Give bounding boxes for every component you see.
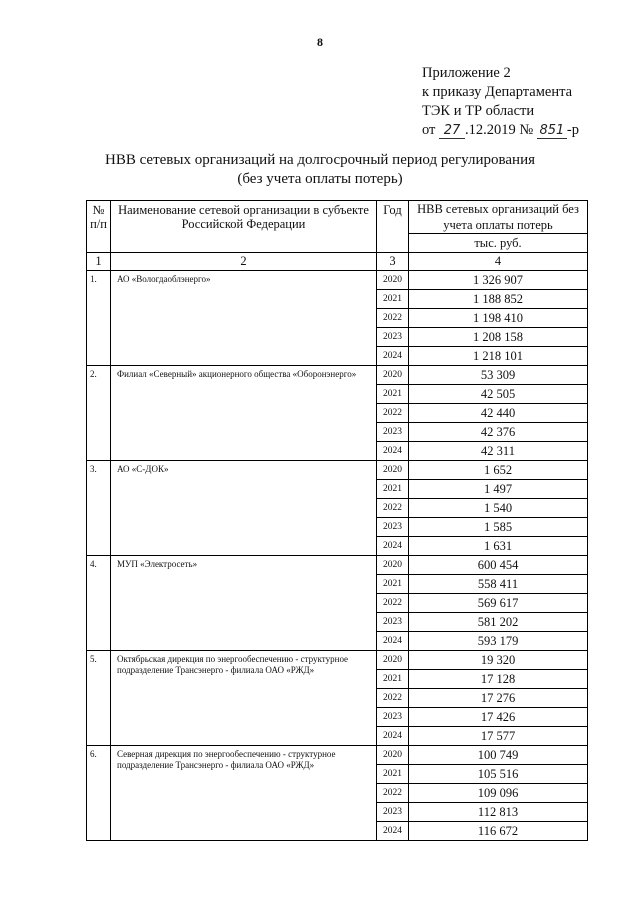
value-cell: 1 652 [409, 461, 588, 480]
year-cell: 2020 [377, 651, 409, 670]
year-cell: 2021 [377, 765, 409, 784]
row-index: 4. [87, 556, 111, 651]
value-cell: 42 440 [409, 404, 588, 423]
value-cell: 600 454 [409, 556, 588, 575]
table-row [87, 651, 588, 670]
value-cell: 593 179 [409, 632, 588, 651]
value-cell: 17 577 [409, 727, 588, 746]
row-index: 3. [87, 461, 111, 556]
year-cell: 2023 [377, 328, 409, 347]
year-cell: 2022 [377, 689, 409, 708]
appendix-line-1: Приложение 2 [422, 65, 511, 81]
title-line-2: (без учета оплаты потерь) [237, 171, 403, 187]
year-cell: 2020 [377, 556, 409, 575]
year-cell: 2020 [377, 461, 409, 480]
title-line-1: НВВ сетевых организаций на долгосрочный период регулирования [104, 152, 536, 168]
organization-name: Северная дирекция по энергообеспечению - структурное подразделение Трансэнерго - филиала ОАО «РЖД» [111, 746, 377, 841]
header-name: Наименование сетевой организации в субъекте Российской Федерации [111, 201, 377, 253]
appendix-block [422, 64, 622, 140]
year-cell: 2022 [377, 499, 409, 518]
column-number: 1 [87, 253, 111, 271]
table-body [87, 271, 588, 841]
table-row [87, 556, 588, 575]
table-row [87, 746, 588, 765]
column-number-row [87, 253, 588, 271]
header-no: № п/п [87, 201, 111, 253]
value-cell: 1 497 [409, 480, 588, 499]
header-row [87, 201, 588, 234]
year-cell: 2024 [377, 632, 409, 651]
year-cell: 2023 [377, 518, 409, 537]
handwritten-order-number: 851 [537, 124, 567, 139]
year-cell: 2022 [377, 594, 409, 613]
value-cell: 17 128 [409, 670, 588, 689]
order-suffix: -р [566, 122, 579, 138]
value-cell: 581 202 [409, 613, 588, 632]
appendix-line-2: к приказу Департамента [422, 84, 573, 100]
value-cell: 1 198 410 [409, 309, 588, 328]
header-nvv: НВВ сетевых организаций без учета оплаты потерь [409, 201, 588, 234]
value-cell: 1 188 852 [409, 290, 588, 309]
handwritten-day: 27 [439, 124, 465, 139]
nvv-table [86, 200, 588, 841]
year-cell: 2023 [377, 803, 409, 822]
date-prefix: от [422, 122, 436, 138]
value-cell: 112 813 [409, 803, 588, 822]
row-index: 2. [87, 366, 111, 461]
column-number: 2 [111, 253, 377, 271]
year-cell: 2023 [377, 613, 409, 632]
date-rest: .12.2019 № [465, 122, 534, 138]
year-cell: 2024 [377, 347, 409, 366]
organization-name: МУП «Электросеть» [111, 556, 377, 651]
header-unit: тыс. руб. [409, 234, 588, 253]
value-cell: 1 218 101 [409, 347, 588, 366]
value-cell: 1 631 [409, 537, 588, 556]
year-cell: 2020 [377, 366, 409, 385]
value-cell: 42 376 [409, 423, 588, 442]
value-cell: 1 208 158 [409, 328, 588, 347]
year-cell: 2021 [377, 575, 409, 594]
value-cell: 109 096 [409, 784, 588, 803]
value-cell: 42 311 [409, 442, 588, 461]
value-cell: 17 276 [409, 689, 588, 708]
organization-name: Филиал «Северный» акционерного общества «Оборонэнерго» [111, 366, 377, 461]
value-cell: 1 326 907 [409, 271, 588, 290]
table-row [87, 366, 588, 385]
organization-name: Октябрьская дирекция по энергообеспечению - структурное подразделение Трансэнерго - филиала ОАО «РЖД» [111, 651, 377, 746]
page-number: 8 [317, 35, 323, 49]
document-title [0, 151, 640, 189]
value-cell: 42 505 [409, 385, 588, 404]
year-cell: 2022 [377, 309, 409, 328]
year-cell: 2020 [377, 271, 409, 290]
year-cell: 2024 [377, 442, 409, 461]
year-cell: 2023 [377, 708, 409, 727]
year-cell: 2021 [377, 290, 409, 309]
value-cell: 116 672 [409, 822, 588, 841]
row-index: 6. [87, 746, 111, 841]
value-cell: 53 309 [409, 366, 588, 385]
appendix-date-line [422, 121, 622, 140]
year-cell: 2024 [377, 537, 409, 556]
column-number: 3 [377, 253, 409, 271]
organization-name: АО «Вологдаоблэнерго» [111, 271, 377, 366]
year-cell: 2022 [377, 784, 409, 803]
value-cell: 105 516 [409, 765, 588, 784]
row-index: 5. [87, 651, 111, 746]
value-cell: 569 617 [409, 594, 588, 613]
value-cell: 558 411 [409, 575, 588, 594]
year-cell: 2020 [377, 746, 409, 765]
value-cell: 17 426 [409, 708, 588, 727]
header-year: Год [377, 201, 409, 253]
year-cell: 2024 [377, 822, 409, 841]
year-cell: 2023 [377, 423, 409, 442]
year-cell: 2021 [377, 480, 409, 499]
value-cell: 1 540 [409, 499, 588, 518]
table-row [87, 271, 588, 290]
year-cell: 2022 [377, 404, 409, 423]
row-index: 1. [87, 271, 111, 366]
value-cell: 100 749 [409, 746, 588, 765]
year-cell: 2021 [377, 670, 409, 689]
year-cell: 2021 [377, 385, 409, 404]
year-cell: 2024 [377, 727, 409, 746]
value-cell: 1 585 [409, 518, 588, 537]
table-row [87, 461, 588, 480]
column-number: 4 [409, 253, 588, 271]
appendix-line-3: ТЭК и ТР области [422, 103, 535, 119]
value-cell: 19 320 [409, 651, 588, 670]
organization-name: АО «С-ДОК» [111, 461, 377, 556]
